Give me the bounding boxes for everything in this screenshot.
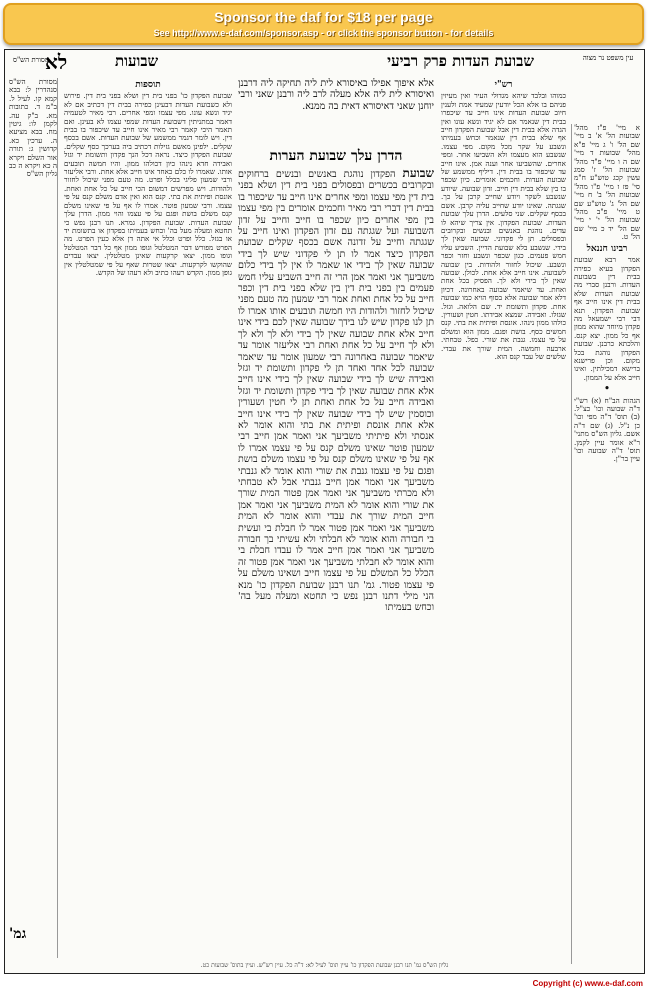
ein-mishpat-text: א מיי' פ"ז מהל' שבועות הל' א' ב מיי' שם הל' ו' ג מיי' פ"א מהל' שבועות ד מיי' שם ה ו מיי' פ"ד מהל' שבועות הל' ז' סמג עשין קכג טוש"ע ח"מ סי' פז ז מיי' פ"ו מהל' שבועות הל' ב' ח מיי' שם הל' ג' טוש"ע שם ט מיי' פ"ב מהל' שבועות הל' י' י מיי' שם הל' יד כ מיי' שם הל' ט. [574, 124, 640, 242]
mishnah-text: הפקדון נוהגת באנשים ובנשים ברחוקים ובקרובים בכשרים ובפסולים בפני בית דין ושלא בפני בית דין מפי עצמו ומפי אחרים אינו חייב עד שיכפור בו בבית דין דברי רבי מאיר וחכמים אומרים בין מפי עצמו בין מפי אחרים כיון שכפר בו חייב וחייב על זדון השבועה ועל שגגתה עם זדון הפקדון ואינו חייב על שגגתה וחייב על זדונה אשם בכסף שקלים שבועת הפקדון כיצד אמר לו תן לי פקדוני שיש לך בידי שבועה שאין לך בידי או שאמר לו אין לך בידי כלום משביעך אני ואמר אמן הרי זה חייב השביע עליו חמש פעמים בין בפני בית דין בין שלא בפני בית דין וכפר חייב על כל אחת ואחת אמר רבי שמעון מה טעם מפני שיכול לחזור ולהודות היו חמשה תובעים אותו אמרו לו תן לנו פקדון שיש לנו בידך שבועה שאין לכם בידי אינו חייב אלא אחת שבועה שאין לך בידי ולא לך ולא לך ולא לך חייב על כל אחת ואחת רבי אליעזר אומר עד שיאמר שבועה באחרונה רבי שמעון אומר עד שיאמר שבועה לכל אחד ואחד תן לי פקדון ותשומת יד וגזל ואבידה שיש לך בידי שבועה שאין לך בידי אינו חייב אלא אחת שבועה שאין לך בידי פקדון ותשומת יד וגזל ואבידה חייב על כל אחת ואחת תן לי חטין ושעורין וכוסמין שיש לך בידי שבועה שאין לך בידי אינו חייב אלא אחת אונסת ופיתית את בתי והוא אומר לא אנסתי ולא פיתיתי משביעך אני ואמר אמן חייב רבי שמעון פוטר שאינו משלם קנס על פי עצמו אמרו לו אף על פי שאינו משלם קנס על פי עצמו משלם בושת ופגם על פי עצמו גנבת את שורי והוא אומר לא גנבתי משביעך אני ואמר אמן חייב גנבתי אבל לא טבחתי ולא מכרתי משביעך אני ואמר אמן פטור המית שורך את שורי והוא אומר לא המית משביעך אני ואמר אמן חייב המית שורך את עבדי והוא אומר לא המית משביעך אני ואמר אמן פטור אמר לו חבלת בי ועשית בי חבורה והוא אומר לא חבלתי ולא עשיתי בך חבורה משביעך אני ואמר אמן חייב אמר לו עבדו חבלת בי והוא אומר לא חבלתי משביעך אני ואמר אמן פטור זה הכלל כל המשלם על פי עצמו חייב ושאינו משלם על פי עצמו פטור. גמ' תנו רבנן שבועת הפקדון כו' מנא הני מילי דתנו רבנן נפש כי תחטא ומעלה מעל בה' וכחש בעמיתו [238, 169, 434, 614]
tosafot-label: תוספות [135, 80, 161, 90]
ein-mishpat-column [571, 124, 640, 964]
mesoret-header: מסורת הש"ס [12, 56, 50, 64]
rashi-column [441, 78, 566, 968]
rashi-text: כמוהו ובלבד שיהא מגדולי העיר ואין מעיזין פניהם בו אלא הכל יודעין שמעיד אמת ולענין חיוב שבועת העדות אינו חייב עד שיכפרו בבית דין שנאמר אם לא יגיד ונשא עונו ואין הגדה אלא בבית דין אבל שבועת הפקדון חייב אף שלא בבית דין שנאמר וכחש בעמיתו ונשבע על שקר מכל מקום. מפי עצמו. שנשבע הוא מעצמו ולא השביעו אחר. ומפי אחרים. שהשביעו אחר וענה אמן. אינו חייב עד שיכפור בו בבית דין. דיליף ממשמע של שבועת העדות. וחכמים אומרים. כיון שכפר בו בין שלא בבית דין חייב. זדון שבועה. שיודע שנשבע לשקר ויודע שחייב קרבן על כך. שגגתה. שאינו יודע שחייב עליה קרבן. אשם בכסף שקלים. שני סלעים. הדרן עלך שבועת העדות. שבועת הפקדון. אין צריך שיהא לו עדים. נוהגת באנשים ובנשים ובקרובים ובפסולים. תן לי פקדוני. שבועה שאין לך בידי. שנשבע בלא שבועת הדיין. השביע עליו חמש פעמים. כגון שכפר ונשבע וחזר וכפר ונשבע. שיכול לחזור ולהודות. בין שבועה לשבועה. אינו חייב אלא אחת. לכולן. שבועה שאין לך בידי ולא לך. הפסיק בכל אחת ואחת. עד שיאמר שבועה באחרונה. דכיון דלא אמר שבועה אלא בסוף הויא כמו שבועה אחת. פקדון ותשומת יד. שם הלואה. וגזל. שגזלו. ואבידה. שמצא אבידתו. חטין ושעורין. כולהו ממון נינהו. אונסת ופיתית את בתי. קנס חמשים כסף. בושת ופגם. ממון הוא ומשלם על פי עצמו. גנבת את שורי. כפל. טבחתי. ארבעה וחמשה. המית שורך את עבדי. שלשים של עבד קנס הוא. [441, 91, 566, 361]
hagahot-text: הגהות הב"ח (א) רש"י ד"ה שבועה וכו' כצ"ל. (ב) תוס' ד"ה מפי וכו' כן נ"ל. (ג) שם ד"ה אשם. גליון הש"ס מתני' ר"א אומר עיין לקמן. תוס' ד"ה שבועה וכו' עיין בר"ן. [574, 395, 640, 464]
tractate-header: שבועות [115, 52, 159, 70]
rashi-label: רש"י [494, 80, 513, 90]
sponsor-banner-title[interactable]: Sponsor the daf for $18 per page [214, 9, 433, 25]
talmud-page [4, 49, 645, 974]
mesoret-column [9, 78, 58, 958]
tosafot-column [64, 78, 232, 968]
tosafot-text: שבועת הפקדון כו' בפני בית דין ושלא בפני בית דין. פירוש ולא כשבועת העדות דבעינן כפירה בבית דין דכתיב אם לא יגיד ונשא עונו. מפי עצמו ומפי אחרים. רבי מאיר לטעמיה דאמר במתניתין דשבועת העדות שמפי עצמו לא בעינן. ואם תאמר היכי קאמר רבי מאיר אינו חייב עד שיכפור בו בבית דין. ויש לומר דגמר ממשמע של שבועת העדות. אשם בכסף שקלים. ילפינן מאשם גזילות דכתיב ביה בערכך כסף שקלים. שבועת הפקדון כיצד. נראה דכל הנך פקדון ותשומת יד וגזל ואבידה חדא נינהו כיון דכולהו ממון. והיו חמשה תובעים אותו. שאמרו לו כלם כאחד אינו חייב אלא אחת. ורבי אליעזר ורבי שמעון פליגי בכלל ופרט. מה טעם מפני שיכול לחזור ולהודות. ויש מפרשים דמשום הכי חייב על כל אחת ואחת. אונסת ופיתית את בתי. קנס הוא ואין אדם משלם קנס על פי עצמו. ורבי שמעון פוטר. אמרו לו אף על פי שאינו משלם קנס משלם בושת ופגם על פי עצמו והוי ממון. הדרן עלך שבועת העדות. שבועת הפקדון. גמרא. תנו רבנן נפש כי תחטא ומעלה מעל בה' וכחש בעמיתו בפקדון או בתשומת יד או בגזל. כלל ופרט וכלל אי אתה דן אלא כעין הפרט. מה הפרט מפורש דבר המטלטל וגופו ממון אף כל דבר המטלטל וגופו ממון. יצאו קרקעות שאינן מטלטלין. יצאו עבדים שהוקשו לקרקעות. יצאו שטרות שאף על פי שמטלטלין אין גופן ממון. הקדש רעהו כתיב ולא רעהו של הקדש. [64, 91, 232, 277]
hadran-title: הדרן עלך שבועת הערות [269, 148, 403, 164]
hagahot-heading: • [604, 384, 610, 395]
page-header [5, 52, 644, 76]
page-number: לא [45, 50, 68, 74]
ein-mishpat-header: עין משפט נר מצוה [582, 54, 634, 62]
gemara-mark: גמ' [9, 926, 27, 942]
footer-note: גליון הש"ס גמ' תנו רבנן שבועת הפקדון כו' עיין תוס' לעיל לא: ד"ה כל. עיין רש"ש. ועיין בתוס' שבועות כט. [200, 962, 449, 969]
sponsor-banner[interactable] [3, 3, 644, 45]
main-text-column [238, 168, 434, 968]
copyright-link[interactable]: Copyright (c) www.e-daf.com [532, 979, 643, 988]
mesoret-text: מסורת הש"ס סנהדרין ל: בבא קמא קו. לעיל ל. ב"מ ד. כתובות מא. ב"ק עה. לקמן לו: גיטין מח. בבא מציעא ה. ערכין כא. קדושין ג: תורה אור השלם ויקרא ה כא ויקרא ה כב גליון הש"ס [9, 78, 57, 179]
main-text-top: אלא איפוך אפילו באיסורא לית ליה תחיקה ליה דרבנן ואיסורא לית ליה אלא מעלה לרב ליה ורבנן שאני ורבי יוחנן שאני דאיסורא דאית בה ממנא. [238, 78, 434, 112]
opening-word: שבועת [402, 168, 434, 180]
sponsor-banner-subtitle[interactable]: See http://www.e-daf.com/sponsor.asp - or click the sponsor button - for details [153, 28, 494, 38]
rabbeinu-chananel-label: רבינו חננאל [586, 243, 628, 254]
chapter-header: שבועת העדות פרק רביעי [387, 52, 534, 70]
rabbeinu-chananel-text: אמר רבא שבועת הפקדון בעיא כפירה בבית דין כשבועת העדות. ורבנן סברי מה שבועת העדות שלא בבית דין אינו חייב אף שבועת הפקדון. תנא דבי רבי ישמעאל מה פקדון מיוחד שהוא ממון אף כל ממון. יצא קנס. והלכתא כרבנן. שבועת הפקדון נוהגת בכל מקום. וכן פרישנא ברישא דמכילתין. ואינו חייב אלא על הממון. [574, 255, 640, 382]
